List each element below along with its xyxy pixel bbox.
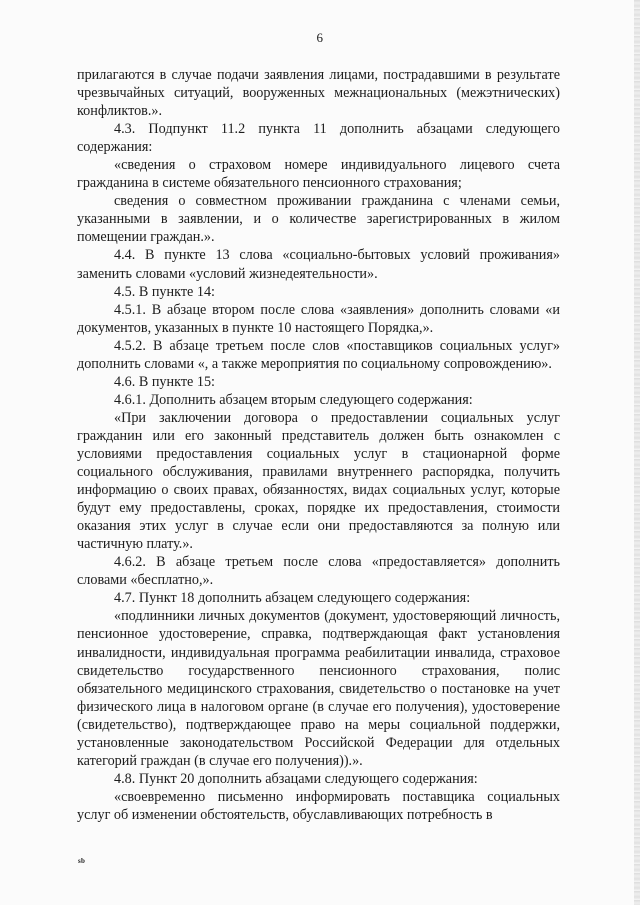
paragraph-4-5: 4.5. В пункте 14: (114, 283, 215, 300)
paragraph-4-7: 4.7. Пункт 18 дополнить абзацем следующего содержания: (114, 590, 471, 607)
paragraph-4-4: 4.4. В пункте 13 слова «социально-бытовых условий проживания» заменить словами «условий жизнедеятельности». (77, 247, 560, 282)
paragraph-4-3-text-1: «сведения о страховом номере индивидуального лицевого счета гражданина в системе обязательного пенсионного страхования; (77, 157, 560, 192)
scan-edge (634, 0, 640, 905)
paragraph-continuation: прилагаются в случае подачи заявления лицами, пострадавшими в результате чрезвычайных ситуаций, вооруженных межнациональных (межэтнических) конфликтов.». (77, 67, 560, 120)
paragraph-4-6-1-text: «При заключении договора о предоставлении социальных услуг гражданин или его законный представитель должен быть ознакомлен с условиями предоставления социальных услуг в стационарной форме социального обслуживания, правилами внутреннего распорядка, получить информацию о своих правах, обязанностях, видах социальных услуг, которые будут ему предоставлены, сроках, порядке их предоставления, стоимости оказания этих услуг в случае если они предоставляются за полную или частичную плату.». (77, 409, 560, 553)
paragraph-4-7-text: «подлинники личных документов (документ, удостоверяющий личность, пенсионное удостоверение, справка, подтверждающая факт установления инвалидности, индивидуальная программа реабилитации инвалида, страховое свидетельство государственного пенсионного страхования, полис обязательного медицинского страхования, свидетельство о постановке на учет физического лица в налоговом органе (в случае его получения), удостоверение (свидетельство), подтверждающее право на меры социальной поддержки, установленные законодательством Российской Федерации для отдельных категорий граждан (в случае его получения)).». (77, 608, 560, 769)
paragraph-4-3: 4.3. Подпункт 11.2 пункта 11 дополнить абзацами следующего содержания: (77, 121, 560, 156)
paragraph-4-3-text-2: сведения о совместном проживании гражданина с членами семьи, указанными в заявлении, и о количестве зарегистрированных в жилом помещении граждан.». (77, 193, 560, 246)
document-body (77, 66, 560, 824)
paragraph-4-8: 4.8. Пункт 20 дополнить абзацами следующего содержания: (114, 770, 478, 787)
paragraph-4-8-text: «своевременно письменно информировать поставщика социальных услуг об изменении обстоятельств, обуславливающих потребность в (77, 788, 560, 823)
paragraph-4-5-2: 4.5.2. В абзаце третьем после слов «поставщиков социальных услуг» дополнить словами «, а также мероприятия по социальному сопровождению». (77, 337, 560, 372)
paragraph-4-6: 4.6. В пункте 15: (114, 373, 215, 390)
paragraph-4-6-2: 4.6.2. В абзаце третьем после слова «предоставляется» дополнить словами «бесплатно,». (77, 554, 560, 589)
paragraph-4-5-1: 4.5.1. В абзаце втором после слова «заявления» дополнить словами «и документов, указанных в пункте 10 настоящего Порядка,». (77, 301, 560, 336)
page-number: 6 (316, 30, 324, 45)
footer-mark: sb (78, 857, 86, 865)
paragraph-4-6-1: 4.6.1. Дополнить абзацем вторым следующего содержания: (114, 391, 473, 408)
